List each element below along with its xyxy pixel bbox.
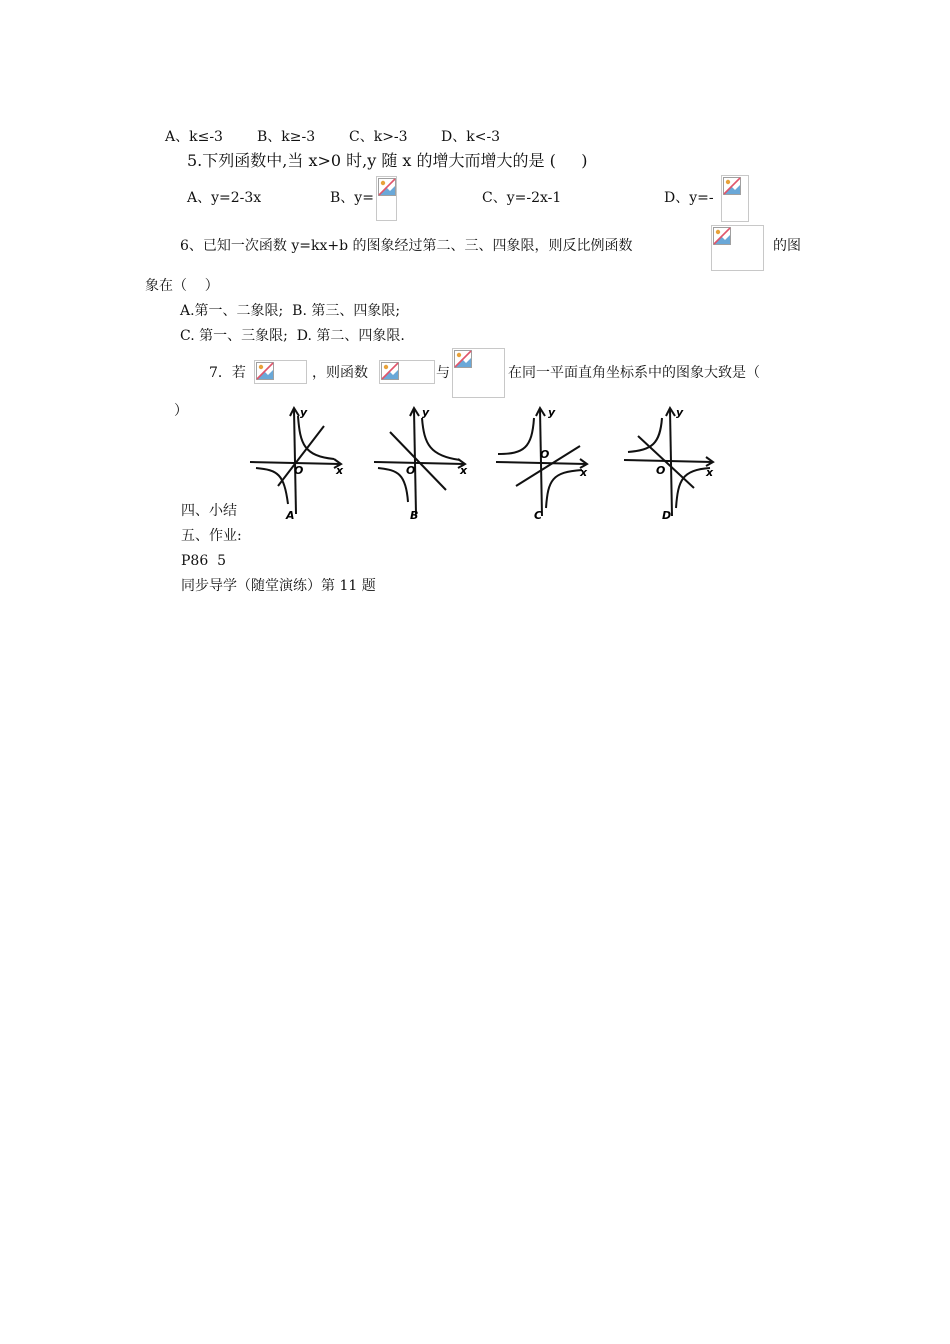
axis-y-label: y [676,406,684,419]
origin-label: O [540,448,550,461]
graph-label-a: A [286,509,295,522]
axis-y-label: y [300,406,308,419]
q7-pre: 7．若 [209,365,246,381]
broken-image-icon [254,360,307,384]
q4-option-b: B、k≥-3 [257,129,316,145]
q5-option-c: C、y=-2x-1 [482,190,562,206]
q5-option-b: B、y= [330,190,374,206]
broken-image-icon [452,348,505,398]
axis-x-label: x [460,464,468,477]
section-homework: 五、作业: [181,528,242,544]
axis-y-label: y [548,406,556,419]
origin-label: O [294,464,304,477]
axis-x-label: x [706,466,714,479]
q5-stem: 5.下列函数中,当 x>0 时,y 随 x 的增大而增大的是 ( ) [187,151,588,170]
graph-label-b: B [410,509,419,522]
q6-stem-line2: 象在（ ） [145,278,219,294]
broken-image-icon [711,225,764,271]
q6-stem-line1: 6、已知一次函数 y=kx+b 的图象经过第二、三、四象限，则反比例函数 [180,238,633,254]
q6-options-line1: A.第一、二象限; B. 第三、四象限; [180,303,401,319]
q5-option-d: D、y=- [664,190,714,206]
homework-item-1: P86 5 [181,553,227,569]
q7-post: 在同一平面直角坐标系中的图象大致是（ [508,365,760,381]
q7-and: 与 [436,365,450,381]
q7-close: ） [174,403,188,419]
q4-option-d: D、k<-3 [441,129,501,145]
broken-image-icon [379,360,435,384]
graph-option-c [494,404,594,522]
q7-mid: ，则函数 [312,365,368,381]
broken-image-icon [721,175,749,222]
section-summary: 四、小结 [181,503,237,519]
q6-stem-line1-end: 的图 [773,238,801,254]
broken-image-icon [376,176,397,221]
axis-y-label: y [422,406,430,419]
axis-x-label: x [336,464,344,477]
q4-option-a: A、k≤-3 [165,129,223,145]
axis-x-label: x [580,466,588,479]
graph-option-b [372,404,472,522]
graph-option-a [248,404,348,522]
homework-item-2: 同步导学（随堂演练）第 11 题 [181,578,376,594]
origin-label: O [406,464,416,477]
graph-label-d: D [662,509,672,522]
q5-option-a: A、y=2-3x [187,190,262,206]
origin-label: O [656,464,666,477]
q6-options-line2: C. 第一、三象限; D. 第二、四象限. [180,328,405,344]
q4-option-c: C、k>-3 [349,129,408,145]
graph-option-d [620,404,720,522]
graph-label-c: C [534,509,543,522]
